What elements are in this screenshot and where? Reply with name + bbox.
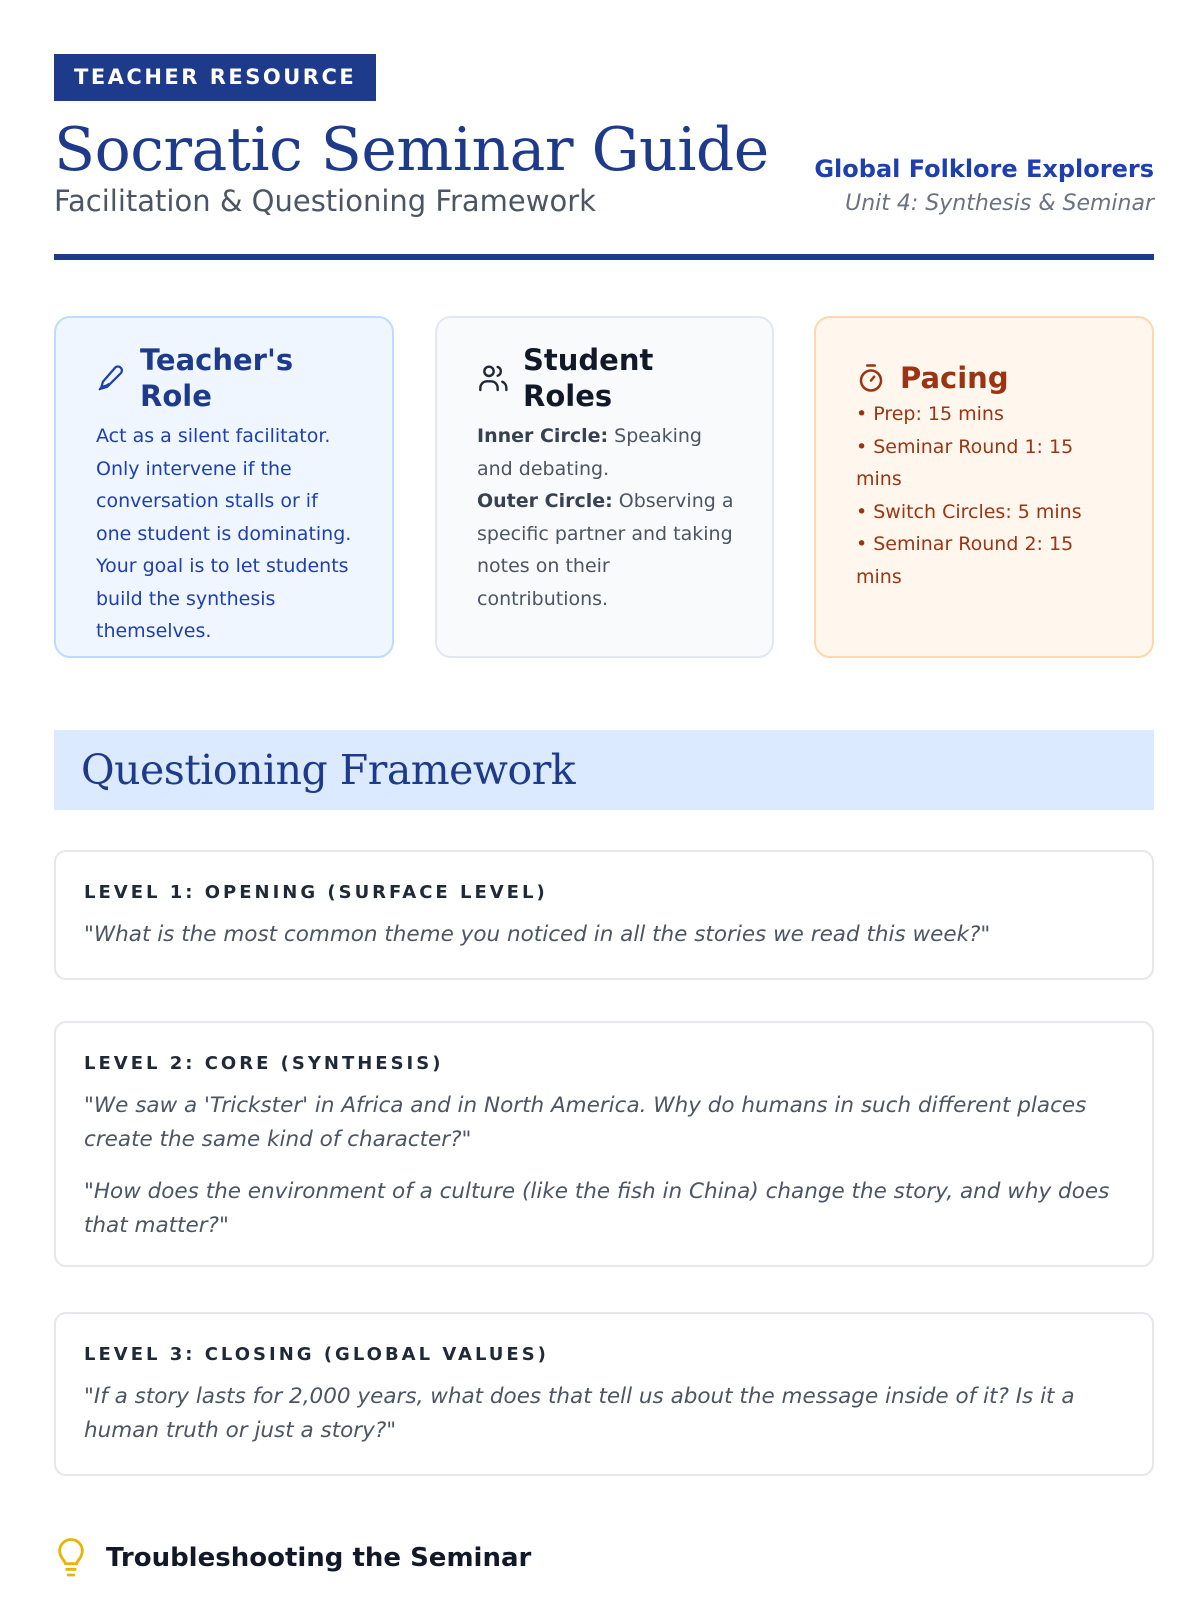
- outer-circle-label: Outer Circle:: [477, 490, 613, 512]
- role-cards: [54, 316, 1154, 662]
- teacher-role-card: [54, 316, 394, 658]
- unit-label: Unit 4: Synthesis & Seminar: [845, 191, 1154, 216]
- pacing-item: • Seminar Round 2: 15 mins: [856, 528, 1114, 593]
- question-text: "We saw a 'Trickster' in Africa and in North America. Why do humans in such different places create the same kind of character?": [84, 1093, 1087, 1152]
- pacing-item: • Prep: 15 mins: [856, 398, 1114, 431]
- resource-badge: TEACHER RESOURCE: [54, 54, 376, 101]
- teacher-resource-page: [54, 54, 1154, 233]
- inner-circle-text: Speaking and debating.: [477, 425, 702, 480]
- pacing-item: • Seminar Round 1: 15 mins: [856, 431, 1114, 496]
- level-label: LEVEL 1: OPENING (SURFACE LEVEL): [84, 882, 548, 903]
- question-text: "How does the environment of a culture (like the fish in China) change the story, and why does that matter?": [84, 1179, 1110, 1238]
- question-level-1: [54, 850, 1154, 980]
- teacher-role-title: Teacher's Role: [140, 343, 294, 413]
- header: [54, 101, 1154, 233]
- page-title: Socratic Seminar Guide: [54, 115, 769, 185]
- pacing-item: • Switch Circles: 5 mins: [856, 496, 1114, 529]
- pacing-card: [814, 316, 1154, 658]
- course-name: Global Folklore Explorers: [814, 155, 1154, 183]
- teacher-role-header: [96, 343, 354, 413]
- questioning-framework-banner: [54, 730, 1154, 810]
- users-icon: [477, 362, 509, 394]
- pen-nib-icon: [96, 362, 126, 394]
- outer-circle-text: Observing a specific partner and taking notes on their contributions.: [477, 490, 734, 610]
- level-label: LEVEL 2: CORE (SYNTHESIS): [84, 1053, 444, 1074]
- student-roles-title: Student Roles: [523, 343, 654, 413]
- page-subtitle: Facilitation & Questioning Framework: [54, 184, 596, 218]
- question-level-3: [54, 1312, 1154, 1476]
- lightbulb-icon: [54, 1538, 88, 1578]
- inner-circle-label: Inner Circle:: [477, 425, 609, 447]
- student-roles-card: [435, 316, 774, 658]
- troubleshooting-heading: [54, 1538, 531, 1578]
- pacing-header: [856, 358, 1114, 398]
- section-title: Questioning Framework: [81, 746, 576, 794]
- troubleshooting-title: Troubleshooting the Seminar: [106, 1543, 532, 1573]
- pacing-list: [856, 398, 1114, 593]
- stopwatch-icon: [856, 362, 886, 394]
- question-text: "What is the most common theme you noticed in all the stories we read this week?": [84, 922, 991, 947]
- student-roles-header: [477, 343, 734, 413]
- question-level-2: [54, 1021, 1154, 1267]
- level-label: LEVEL 3: CLOSING (GLOBAL VALUES): [84, 1344, 549, 1365]
- question-text: "If a story lasts for 2,000 years, what does that tell us about the message inside of it? Is it a human truth or just a story?": [84, 1384, 1075, 1443]
- teacher-role-text: Act as a silent facilitator. Only intervene if the conversation stalls or if one student is dominating. Your goal is to let students build the synthesis themselves.: [96, 425, 352, 642]
- header-divider: [54, 254, 1154, 260]
- pacing-title: Pacing: [900, 361, 1009, 395]
- student-roles-text: [477, 420, 734, 615]
